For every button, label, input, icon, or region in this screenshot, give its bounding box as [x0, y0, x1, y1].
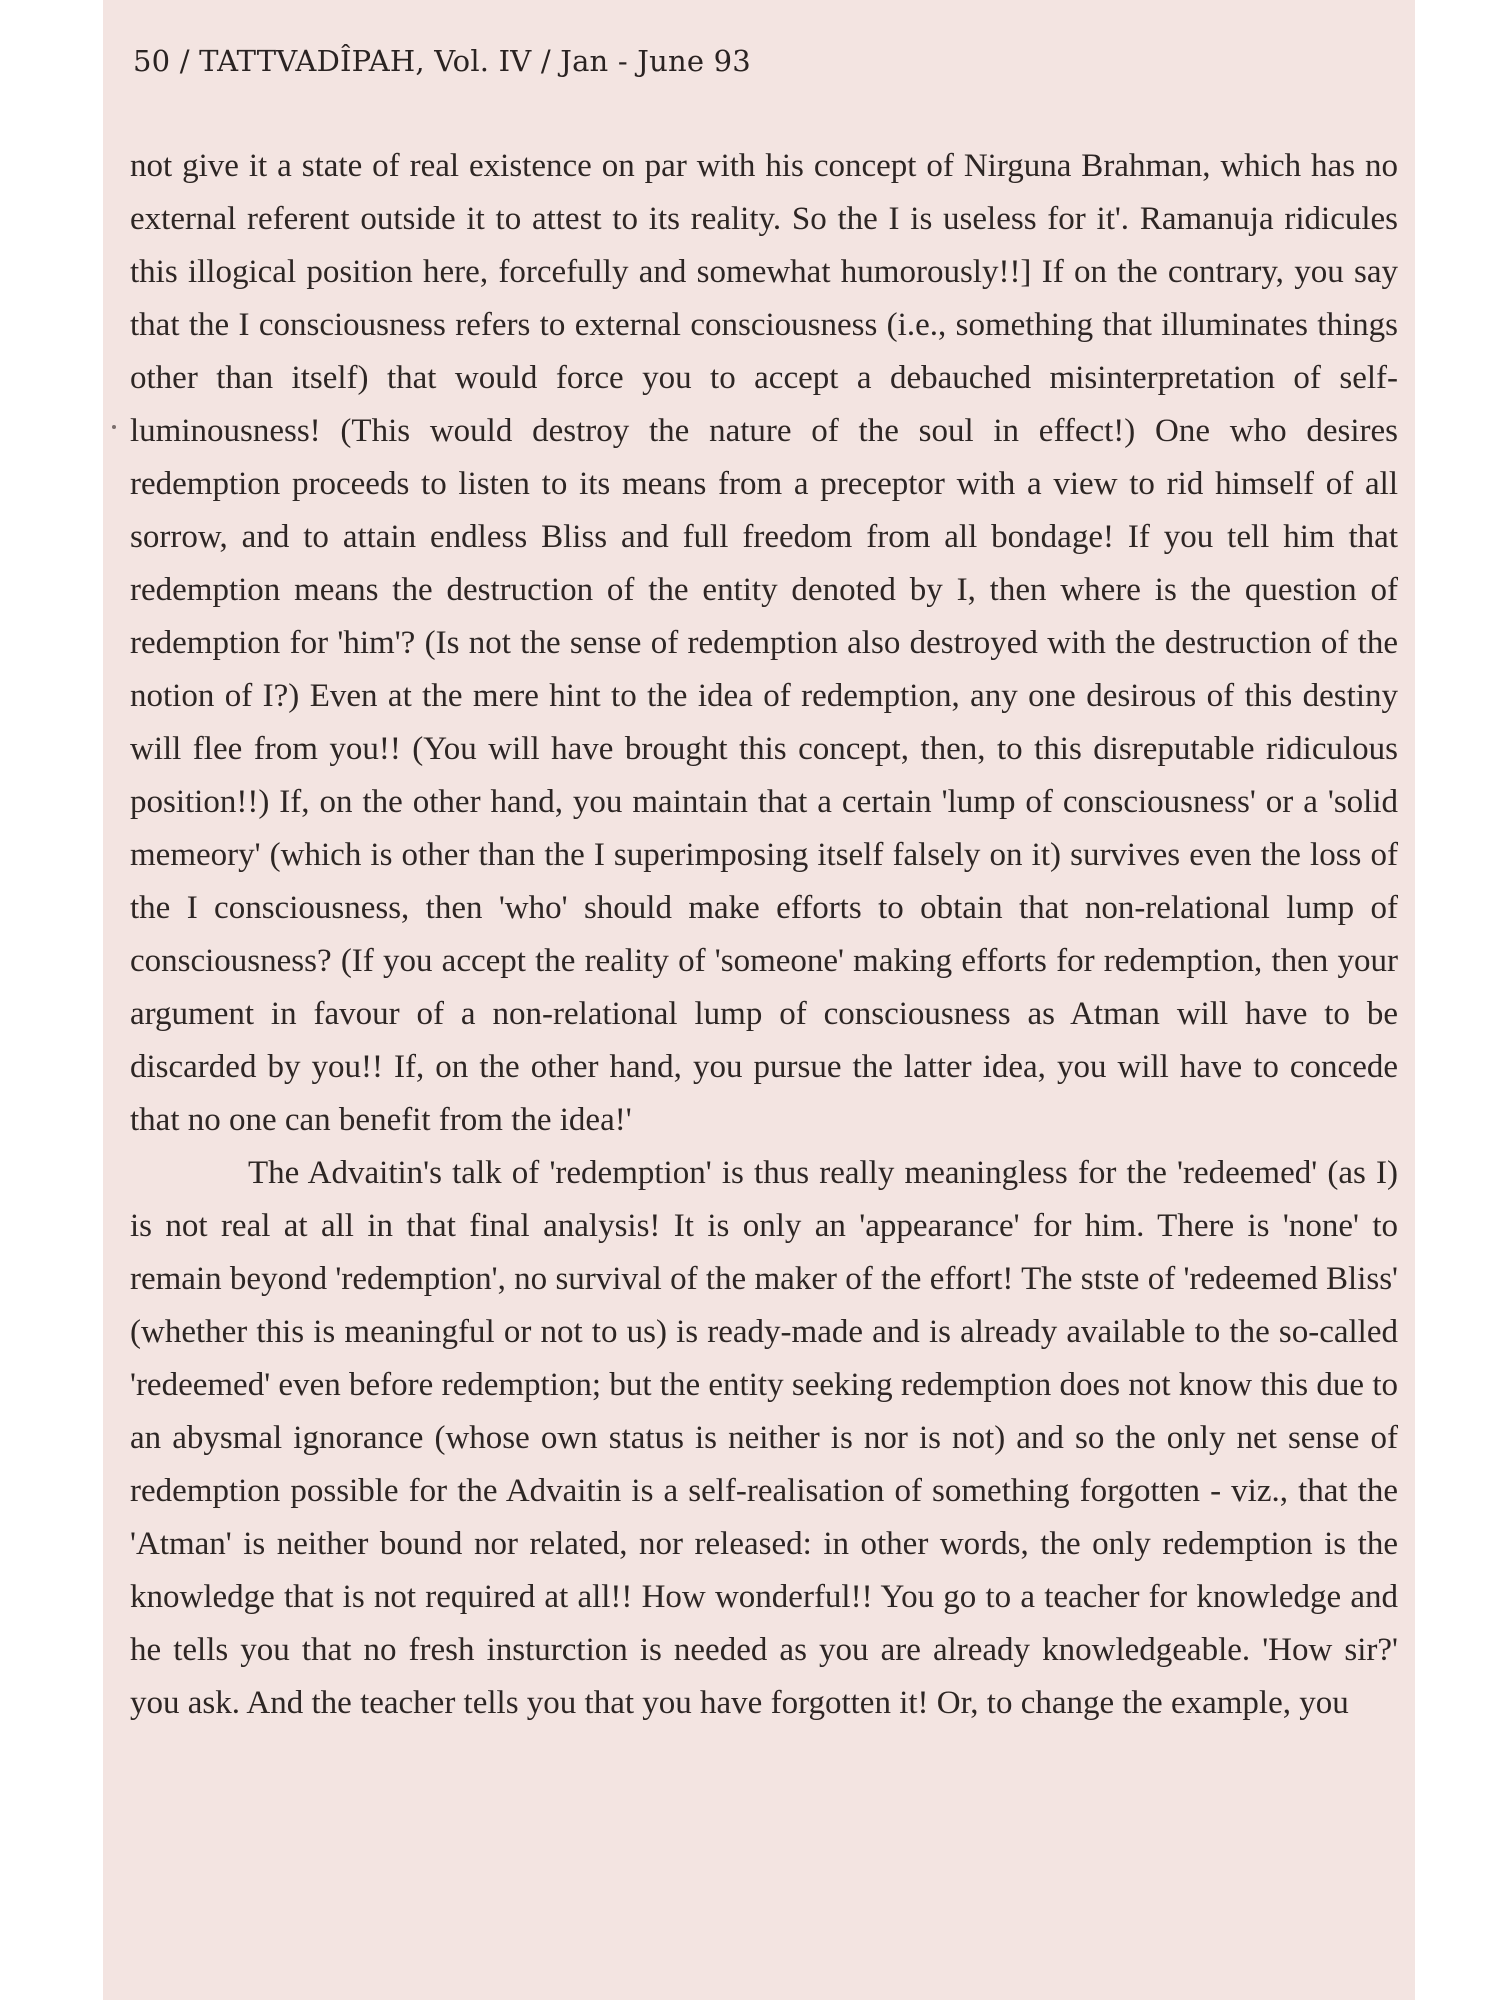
- scanned-page: [103, 0, 1415, 2000]
- paragraph-2: The Advaitin's talk of 'redemption' is thus really meaningless for the 'redeemed' (as I) is not real at all in that final analysis! It is only an 'appearance' for him. There is 'none' to remain beyond 'redemption', no survival of the maker of the effort! The stste of 'redeemed Bliss' (whether this is meaningful or not to us) is ready-made and is already available to the so-called 'redeemed' even before redemption; but the entity seeking redemption does not know this due to an abysmal ignorance (whose own status is neither is nor is not) and so the only net sense of redemption possible for the Advaitin is a self-realisation of something forgotten - viz., that the 'Atman' is neither bound nor related, nor released: in other words, the only redemption is the knowledge that is not required at all!! How wonderful!! You go to a teacher for knowledge and he tells you that no fresh insturction is needed as you are already knowledgeable. 'How sir?' you ask. And the teacher tells you that you have forgotten it! Or, to change the example, you: [130, 1155, 1398, 1721]
- paragraph-1: not give it a state of real existence on par with his concept of Nirguna Brahman, which has no external referent outside it to attest to its reality. So the I is useless for it'. Ramanuja ridicules this illogical position here, forcefully and somewhat humorously!!] If on the contrary, you say that the I consciousness refers to external consciousness (i.e., something that illuminates things other than itself) that would force you to accept a debauched misinterpretation of self-luminousness! (This would destroy the nature of the soul in effect!) One who desires redemption proceeds to listen to its means from a preceptor with a view to rid himself of all sorrow, and to attain endless Bliss and full freedom from all bondage! If you tell him that redemption means the destruction of the entity denoted by I, then where is the question of redemption for 'him'? (Is not the sense of redemption also destroyed with the destruction of the notion of I?) Even at the mere hint to the idea of redemption, any one desirous of this destiny will flee from you!! (You will have brought this concept, then, to this disreputable ridiculous position!!) If, on the other hand, you maintain that a certain 'lump of consciousness' or a 'solid memeory' (which is other than the I superimposing itself falsely on it) survives even the loss of the I consciousness, then 'who' should make efforts to obtain that non-relational lump of consciousness? (If you accept the reality of 'someone' making efforts for redemption, then your argument in favour of a non-relational lump of consciousness as Atman will have to be discarded by you!! If, on the other hand, you pursue the latter idea, you will have to concede that no one can benefit from the idea!': [130, 148, 1398, 1138]
- running-head: 50 / TATTVADÎPAH, Vol. IV / Jan - June 93: [133, 44, 751, 78]
- margin-speck: [112, 425, 116, 429]
- body-text: [130, 140, 1398, 1730]
